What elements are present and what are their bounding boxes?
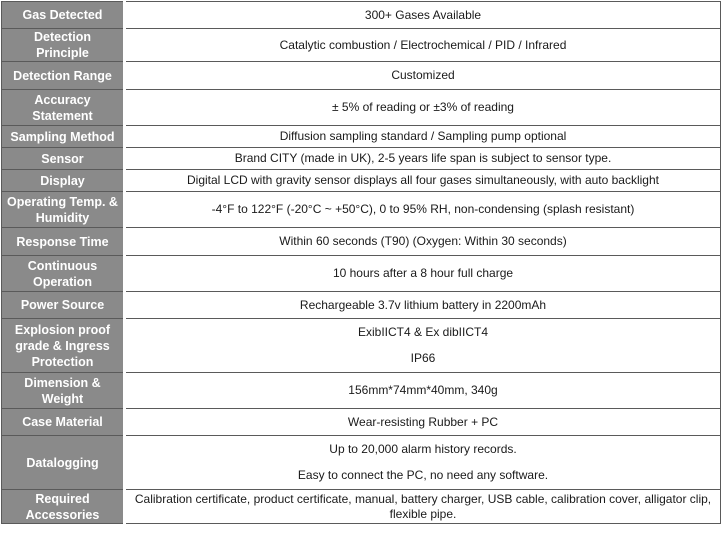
table-row bbox=[2, 409, 721, 436]
table-row bbox=[2, 62, 721, 90]
row-value: Wear-resisting Rubber + PC bbox=[125, 409, 721, 436]
row-label: Sampling Method bbox=[2, 126, 125, 148]
value-line: ExibIICT4 & Ex dibIICT4 bbox=[357, 325, 489, 339]
row-value bbox=[125, 319, 721, 373]
row-value: Catalytic combustion / Electrochemical / PID / Infrared bbox=[125, 29, 721, 62]
value-line: Easy to connect the PC, no need any software. bbox=[297, 468, 549, 482]
row-value bbox=[125, 436, 721, 490]
table-row bbox=[2, 2, 721, 29]
value-line: IP66 bbox=[410, 351, 436, 365]
row-value: Within 60 seconds (T90) (Oxygen: Within 30 seconds) bbox=[125, 228, 721, 256]
table-row bbox=[2, 436, 721, 490]
row-label: Accuracy Statement bbox=[2, 90, 125, 126]
table-row bbox=[2, 292, 721, 319]
row-value: Digital LCD with gravity sensor displays all four gases simultaneously, with auto backlight bbox=[125, 170, 721, 192]
table-row bbox=[2, 126, 721, 148]
row-label: Dimension & Weight bbox=[2, 373, 125, 409]
row-label: Required Accessories bbox=[2, 490, 125, 524]
row-value: Rechargeable 3.7v lithium battery in 2200mAh bbox=[125, 292, 721, 319]
row-label: Explosion proof grade & Ingress Protection bbox=[2, 319, 125, 373]
table-row bbox=[2, 170, 721, 192]
table-row bbox=[2, 148, 721, 170]
row-value: 10 hours after a 8 hour full charge bbox=[125, 256, 721, 292]
row-value: Brand CITY (made in UK), 2-5 years life span is subject to sensor type. bbox=[125, 148, 721, 170]
table-row bbox=[2, 319, 721, 373]
line-gap bbox=[130, 340, 716, 351]
table-row bbox=[2, 90, 721, 126]
table-row bbox=[2, 373, 721, 409]
spec-table bbox=[1, 1, 721, 524]
row-label: Display bbox=[2, 170, 125, 192]
row-value: Calibration certificate, product certificate, manual, battery charger, USB cable, calibration cover, alligator clip, flexible pipe. bbox=[125, 490, 721, 524]
row-label: Response Time bbox=[2, 228, 125, 256]
row-label: Continuous Operation bbox=[2, 256, 125, 292]
row-value: -4°F to 122°F (-20°C ~ +50°C), 0 to 95% RH, non-condensing (splash resistant) bbox=[125, 192, 721, 228]
table-row bbox=[2, 256, 721, 292]
row-value: Customized bbox=[125, 62, 721, 90]
value-line: Up to 20,000 alarm history records. bbox=[329, 442, 517, 456]
row-value: 300+ Gases Available bbox=[125, 2, 721, 29]
row-value: ± 5% of reading or ±3% of reading bbox=[125, 90, 721, 126]
row-value: Diffusion sampling standard / Sampling pump optional bbox=[125, 126, 721, 148]
row-label: Gas Detected bbox=[2, 2, 125, 29]
line-gap bbox=[130, 457, 716, 468]
row-label: Sensor bbox=[2, 148, 125, 170]
row-label: Datalogging bbox=[2, 436, 125, 490]
row-label: Operating Temp. & Humidity bbox=[2, 192, 125, 228]
table-row bbox=[2, 490, 721, 524]
table-row bbox=[2, 228, 721, 256]
table-row bbox=[2, 192, 721, 228]
row-label: Power Source bbox=[2, 292, 125, 319]
table-row bbox=[2, 29, 721, 62]
row-label: Detection Principle bbox=[2, 29, 125, 62]
row-label: Case Material bbox=[2, 409, 125, 436]
row-value: 156mm*74mm*40mm, 340g bbox=[125, 373, 721, 409]
row-label: Detection Range bbox=[2, 62, 125, 90]
